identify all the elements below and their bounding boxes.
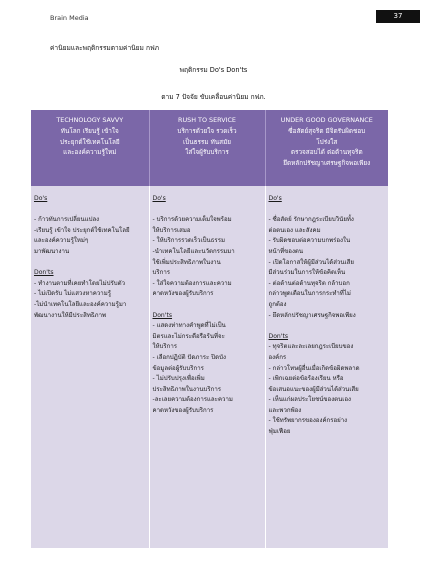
donts-item: - แสดงท่าทางคำพูดที่ไม่เป็น [152,322,226,330]
table-header-row [31,110,388,186]
dos-item: - ก้าวทันการเปลี่ยนแปลง [34,216,100,224]
dos-item: - ให้บริการรวดเร็วเป็นธรรม [152,237,225,245]
donts-item: - ทุจริตและละเลยกฎระเบียบของ [268,343,354,351]
donts-label: Don'ts [152,311,173,319]
dos-item: - บริการด้วยความเต็มใจพร้อม [152,216,232,224]
donts-item: - เพิกเฉยต่อข้อร้องเรียน หรือ [268,375,344,383]
brand-name: Brain Media [50,14,89,22]
donts-item: - ไม่ปรับปรุงเพื่อเพิ่ม [152,375,205,383]
donts-item: และพวกพ้อง [268,406,302,414]
header-line: TECHNOLOGY SAVVY [56,116,124,124]
dos-item: และองค์ความรู้ใหม่ๆ [34,237,89,245]
cell-rush-to-service [149,186,265,548]
cell-technology-savvy [31,186,149,548]
dos-item: -นำเทคโนโลยีและนวัตกรรมมา [152,247,235,255]
dos-item: - ต่อต้านต่อต้านทุจริต กล้าบอก [268,279,350,287]
donts-item: -ไม่นำเทคโนโลยีและองค์ความรู้มา [34,300,127,308]
table-title: พฤติกรรม Do's Don'ts [179,66,248,74]
header-line: ประยุกต์ใช้เทคโนโลยี [59,137,120,146]
dos-item: มีส่วนร่วมในการให้ข้อคิดเห็น [268,269,346,277]
header-under-good-governance [265,110,388,186]
donts-item: มิตรและไม่กระตือรือร้นที่จะ [152,332,225,340]
donts-item: คาดหวังของผู้รับบริการ [152,406,214,414]
table-body-row [31,186,388,548]
dos-item: บริการ [152,269,171,277]
dos-item: - ยึดหลักปรัชญาเศรษฐกิจพอเพียง [268,311,356,319]
donts-item: ฟุ่มเฟือย [268,428,291,436]
donts-item: - ใช้ทรัพยากรขององค์กรอย่าง [268,417,348,425]
donts-item: - เลือกปฏิบัติ ปัดภาระ ปิดบัง [152,353,226,361]
cell-under-good-governance [265,186,388,548]
dos-item: ถูกต้อง [268,300,287,308]
dos-label: Do's [152,195,166,202]
donts-item: องค์กร [268,353,287,361]
dos-item: ให้บริการเสมอ [152,226,191,234]
table-subtitle: ตาม 7 ปัจจัย ขับเคลื่อนค่านิยม กฟภ. [161,93,266,101]
donts-label: Don'ts [34,269,54,277]
donts-item: -ละเลยความต้องการและความ [152,396,233,404]
dos-item: คาดหวังของผู้รับบริการ [152,290,214,298]
dos-item: กล่าวพูดเตือนในการกระทำที่ไม่ [268,290,351,298]
donts-item: ข้อมูลต่อผู้รับบริการ [152,364,204,372]
donts-item: - ไม่เปิดรับ ไม่แสวงหาความรู้ [34,290,111,298]
donts-item: - เห็นแก่ผลประโยชน์ของตนเอง [268,396,352,404]
donts-item: ข้อเสนอแนะของผู้มีส่วนได้ส่วนเสีย [268,385,359,393]
header-line: ตรวจสอบได้ ต่อต้านทุจริต [290,148,363,157]
dos-item: -เรียนรู้ เข้าใจ ประยุกต์ใช้เทคโนโลยี [34,226,130,234]
dos-item: - รับผิดชอบต่อความบกพร่องใน [268,237,351,245]
header-line: ซื่อสัตย์สุจริต มีจิตรับผิดชอบ [288,126,366,135]
values-table [31,110,388,548]
donts-label: Don'ts [268,332,289,340]
donts-item: พัฒนางานให้มีประสิทธิภาพ [34,311,107,319]
header-line: ทันโลก เรียนรู้ เข้าใจ [60,126,119,135]
dos-item: - ซื่อสัตย์ รักษากฎระเบียบวินัยทั้ง [268,216,354,224]
header-technology-savvy [31,110,149,186]
header-line: เป็นธรรม ทันสมัย [182,137,232,146]
donts-item: - กล่าวโทษผู้อื่นเมื่อเกิดข้อผิดพลาด [268,364,360,372]
dos-item: หน้าที่ของตน [268,247,304,255]
dos-item: - ใส่ใจความต้องการและความ [152,279,232,287]
header-line: โปร่งใส [316,137,338,146]
section-title: ค่านิยมและพฤติกรรมตามค่านิยม กฟภ [50,44,159,52]
header-line: ใส่ใจผู้รับบริการ [185,148,229,157]
donts-item: ให้บริการ [152,343,178,351]
dos-item: ต่อตนเอง และสังคม [268,226,321,234]
header-rush-to-service [149,110,265,186]
donts-item: ประสิทธิภาพในงานบริการ [152,385,222,393]
page-number: 37 [376,10,420,23]
dos-label: Do's [268,195,282,202]
header-line: และองค์ความรู้ใหม่ [63,148,117,157]
header-line: บริการด้วยใจ รวดเร็ว [177,126,237,135]
dos-label: Do's [34,195,48,202]
dos-item: มาพัฒนางาน [34,247,70,255]
header-line: UNDER GOOD GOVERNANCE [280,116,373,124]
donts-item: - ทำงานตามที่เคยทำโดยไม่ปรับตัว [34,279,125,287]
header-line: RUSH TO SERVICE [178,116,236,124]
header-line: ยึดหลักปรัชญาเศรษฐกิจพอเพียง [283,159,371,168]
dos-item: - เปิดโอกาสให้ผู้มีส่วนได้ส่วนเสีย [268,258,354,266]
dos-item: ใช้เพิ่มประสิทธิภาพในงาน [152,258,221,266]
